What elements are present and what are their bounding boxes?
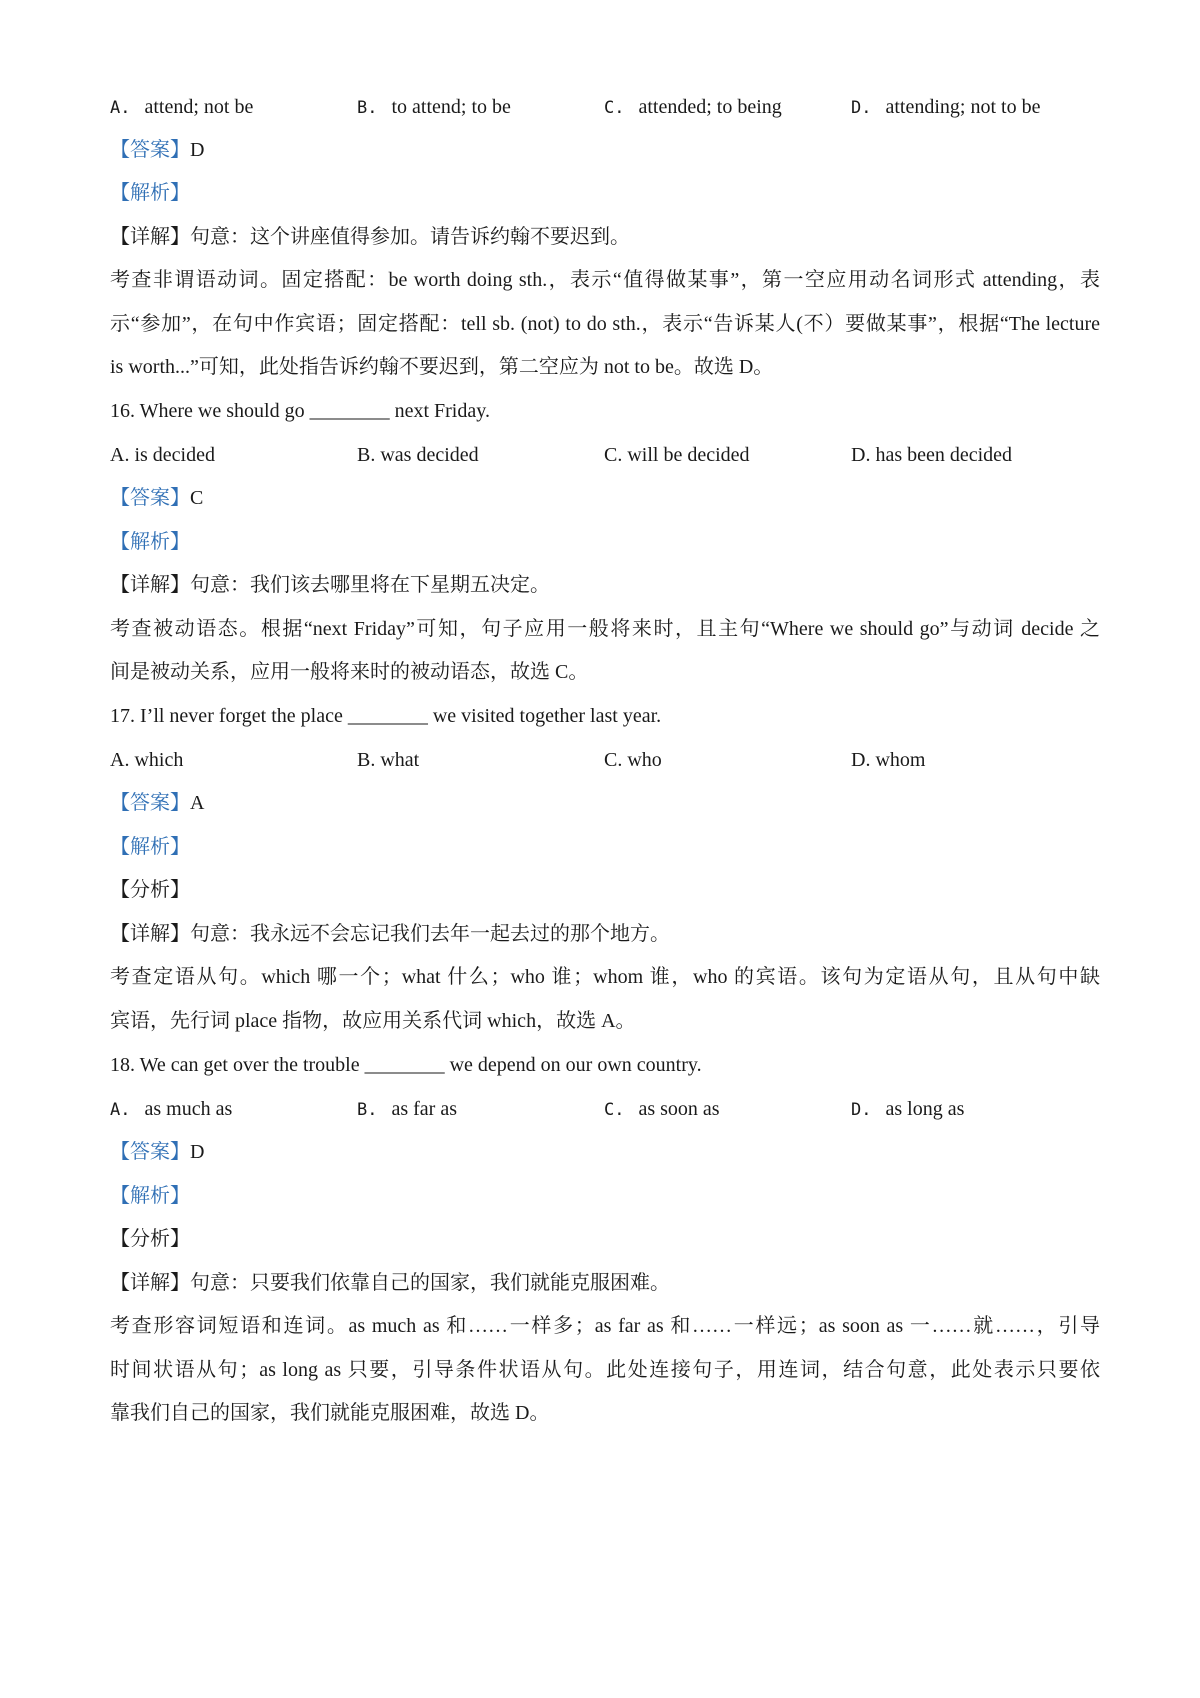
q17-option-b: B. what xyxy=(357,749,420,771)
q17-fenxi-tag: 【分析】 xyxy=(110,879,190,901)
q15-explain-1: 考查非谓语动词。固定搭配：be worth doing sth.，表示“值得做某事”，第一空应用动名词形式 attending，表 xyxy=(110,269,1100,291)
q18-answer: 【答案】D xyxy=(110,1141,205,1163)
q16-option-a: A. is decided xyxy=(110,444,215,466)
q18-option-d: D. as long as xyxy=(851,1098,965,1120)
q15-explain-2: 示“参加”，在句中作宾语；固定搭配：tell sb. (not) to do sth.，表示“告诉某人(不）要做某事”，根据“The lecture xyxy=(110,313,1100,335)
q16-explain-2: 间是被动关系，应用一般将来时的被动语态，故选 C。 xyxy=(110,661,589,683)
q15-explain-3: is worth...”可知，此处指告诉约翰不要迟到，第二空应为 not to be。故选 D。 xyxy=(110,356,774,378)
q18-option-a: A. as much as xyxy=(110,1098,233,1120)
q15-option-c: C. attended; to being xyxy=(604,96,782,118)
q16-options xyxy=(110,441,1100,469)
q15-detail: 【详解】句意：这个讲座值得参加。请告诉约翰不要迟到。 xyxy=(110,226,630,248)
q17-detail: 【详解】句意：我永远不会忘记我们去年一起去过的那个地方。 xyxy=(110,923,670,945)
q16-option-c: C. will be decided xyxy=(604,444,750,466)
q16-question: 16. Where we should go ________ next Friday. xyxy=(110,400,490,422)
q17-explain-2: 宾语，先行词 place 指物，故应用关系代词 which，故选 A。 xyxy=(110,1010,636,1032)
q17-option-d: D. whom xyxy=(851,749,926,771)
q17-explain-1: 考查定语从句。which 哪一个；what 什么；who 谁；whom 谁，who 的宾语。该句为定语从句，且从句中缺 xyxy=(110,966,1100,988)
q17-analysis-tag: 【解析】 xyxy=(110,836,190,858)
q17-options xyxy=(110,746,1100,774)
q18-analysis-tag: 【解析】 xyxy=(110,1185,190,1207)
q17-question: 17. I’ll never forget the place ________ we visited together last year. xyxy=(110,705,662,727)
q18-explain-2: 时间状语从句；as long as 只要，引导条件状语从句。此处连接句子，用连词，结合句意，此处表示只要依 xyxy=(110,1359,1100,1381)
q17-option-a: A. which xyxy=(110,749,184,771)
q16-analysis-tag: 【解析】 xyxy=(110,531,190,553)
q18-question: 18. We can get over the trouble ________ we depend on our own country. xyxy=(110,1054,702,1076)
q15-options xyxy=(110,93,1100,121)
q16-option-d: D. has been decided xyxy=(851,444,1013,466)
q18-options xyxy=(110,1095,1100,1123)
q18-detail: 【详解】句意：只要我们依靠自己的国家，我们就能克服困难。 xyxy=(110,1272,670,1294)
q18-option-b: B. as far as xyxy=(357,1098,458,1120)
q16-explain-1: 考查被动语态。根据“next Friday”可知，句子应用一般将来时，且主句“Where we should go”与动词 decide 之 xyxy=(110,618,1100,640)
q15-option-b: B. to attend; to be xyxy=(357,96,511,118)
q17-option-c: C. who xyxy=(604,749,662,771)
q15-option-d: D. attending; not to be xyxy=(851,96,1041,118)
q18-fenxi-tag: 【分析】 xyxy=(110,1228,190,1250)
q17-answer: 【答案】A xyxy=(110,792,205,814)
q15-analysis-tag: 【解析】 xyxy=(110,182,190,204)
q15-option-a: A. attend; not be xyxy=(110,96,254,118)
q15-answer: 【答案】D xyxy=(110,139,205,161)
q18-explain-3: 靠我们自己的国家，我们就能克服困难，故选 D。 xyxy=(110,1402,550,1424)
q18-option-c: C. as soon as xyxy=(604,1098,720,1120)
q16-option-b: B. was decided xyxy=(357,444,479,466)
q18-explain-1: 考查形容词短语和连词。as much as 和……一样多；as far as 和……一样远；as soon as 一……就……，引导 xyxy=(110,1315,1100,1337)
q16-detail: 【详解】句意：我们该去哪里将在下星期五决定。 xyxy=(110,574,550,596)
q16-answer: 【答案】C xyxy=(110,487,204,509)
